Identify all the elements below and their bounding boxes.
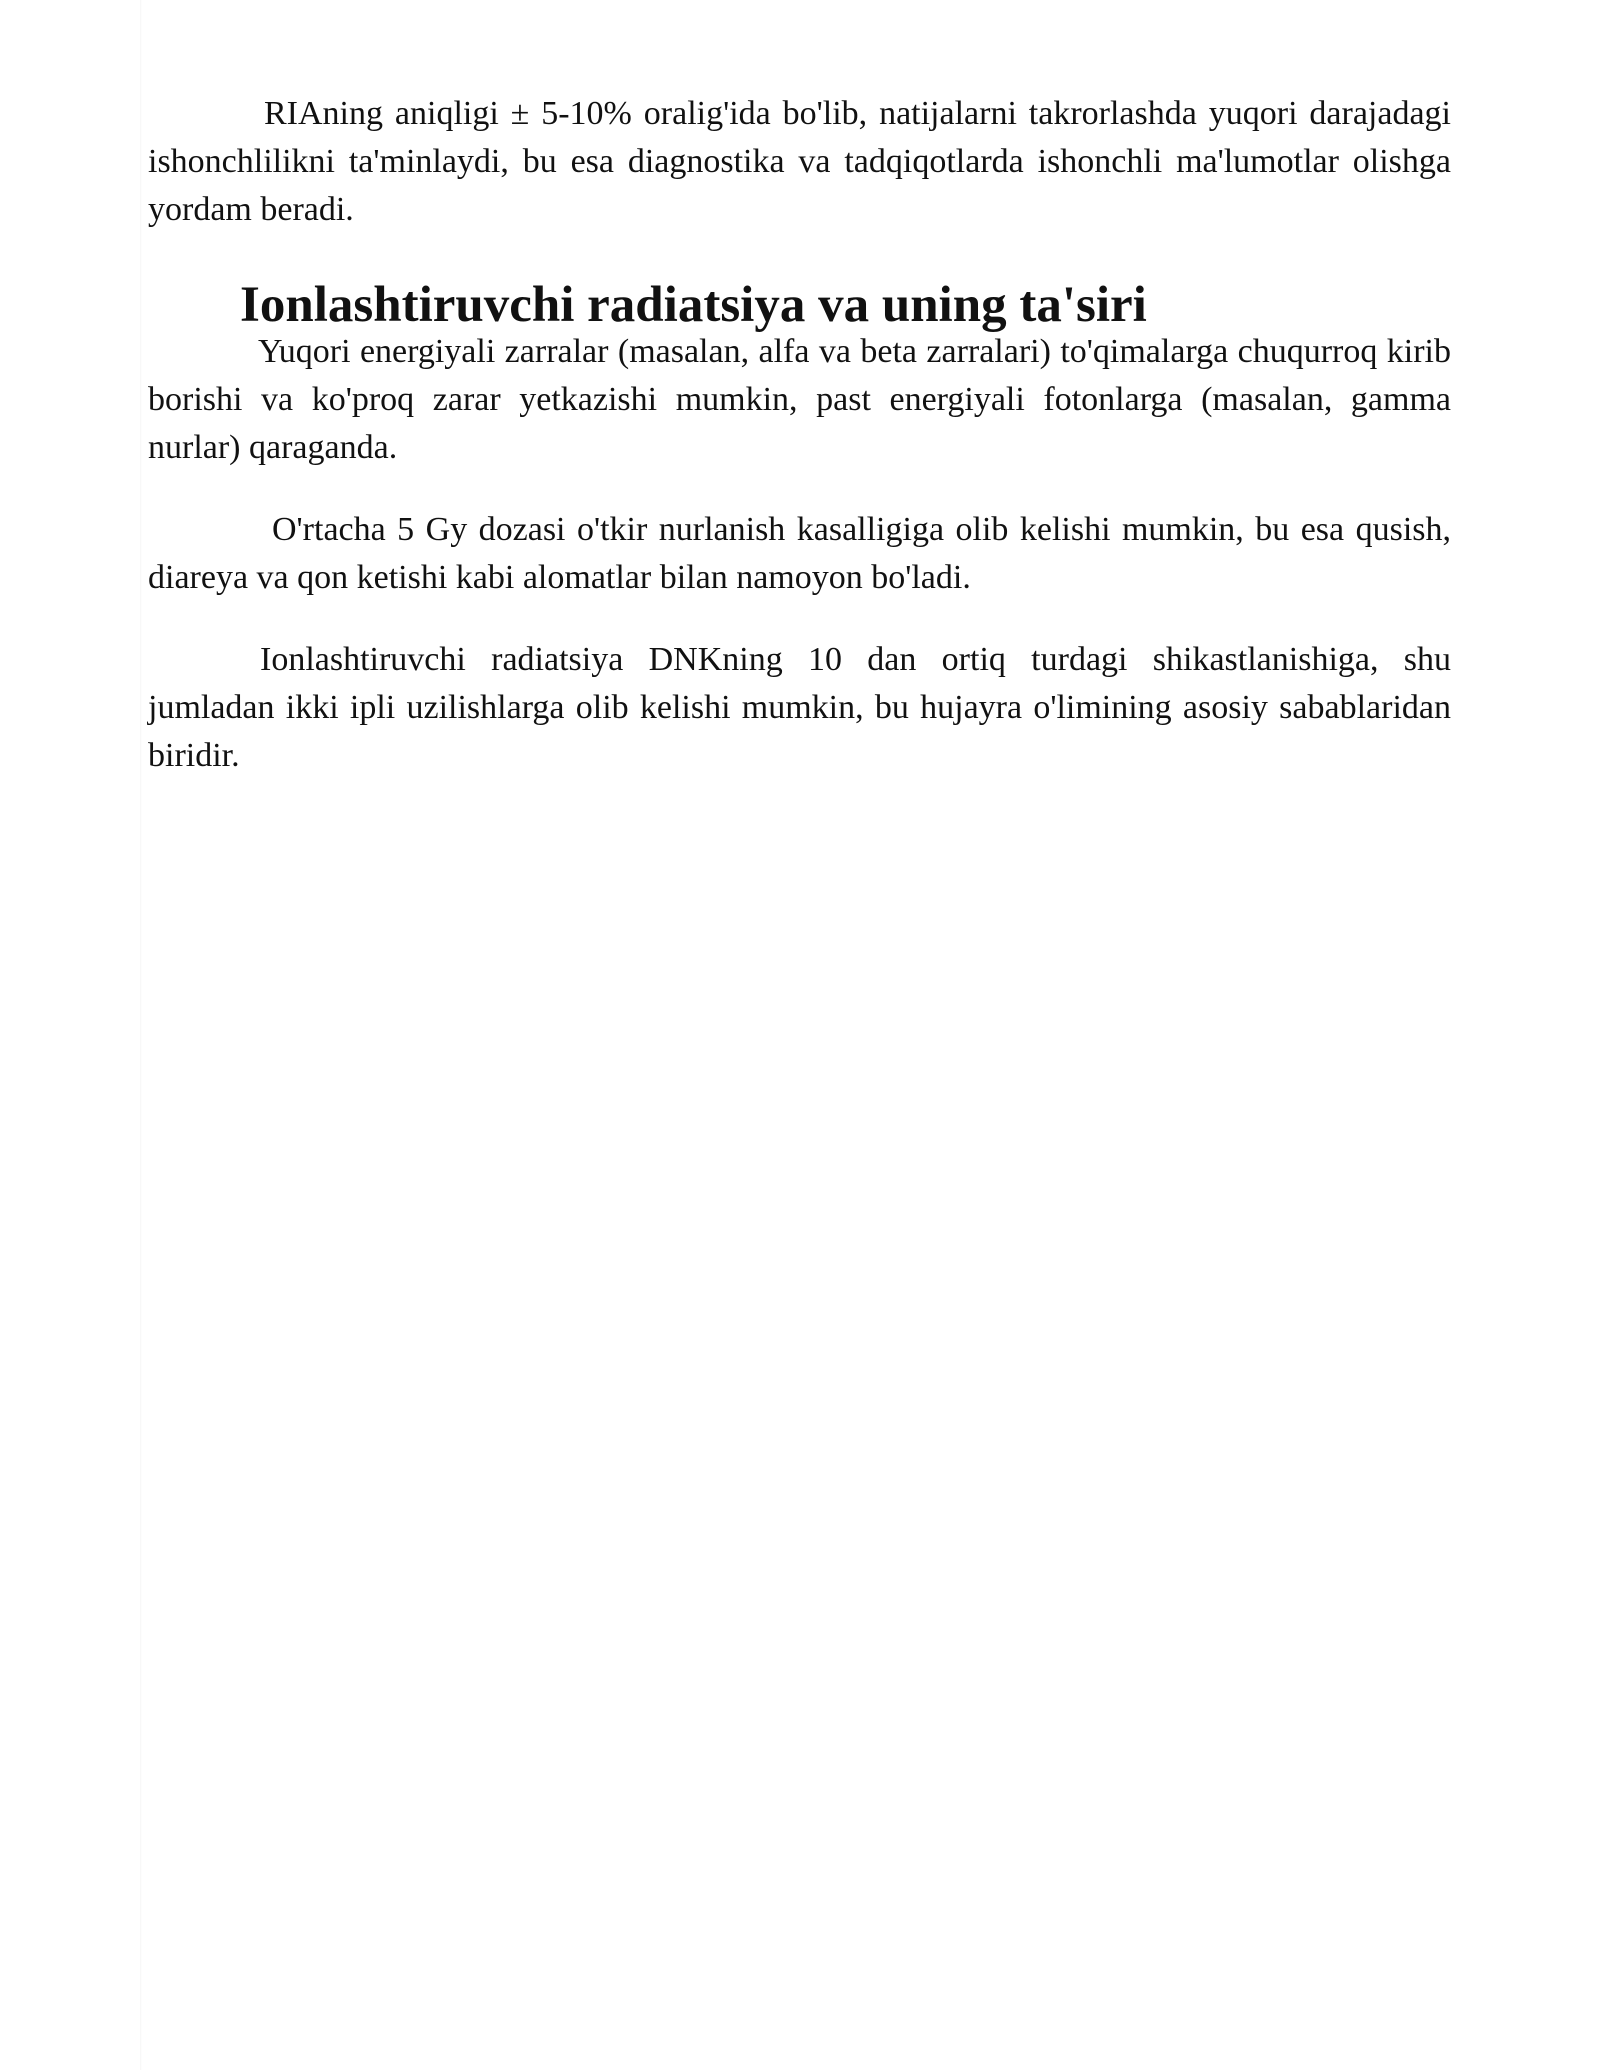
- page-left-edge: [140, 0, 142, 2070]
- paragraph-high-energy-particles: Yuqori energiyali zarralar (masalan, alfa va beta zarralari) to'qimalarga chuqurroq kirib borishi va ko'proq zarar yetkazishi mumkin, past energiyali fotonlarga (masalan, gamma nurlar) qaraganda.: [148, 333, 1451, 466]
- paragraph-ria-accuracy: RIAning aniqligi ± 5-10% oralig'ida bo'lib, natijalarni takrorlashda yuqori darajadagi ishonchlilikni ta'minlaydi, bu esa diagnostika va tadqiqotlarda ishonchli ma'lumotlar olishga yordam beradi.: [148, 95, 1451, 228]
- section-heading: Ionlashtiruvchi radiatsiya va uning ta'siri: [240, 277, 1147, 333]
- paragraph-dna-damage: Ionlashtiruvchi radiatsiya DNKning 10 dan ortiq turdagi shikastlanishiga, shu jumladan ikki ipli uzilishlarga olib kelishi mumkin, bu hujayra o'limining asosiy sabablaridan biridir.: [148, 641, 1451, 774]
- document-body: [148, 90, 1451, 780]
- paragraph-radiation-dose: O'rtacha 5 Gy dozasi o'tkir nurlanish kasalligiga olib kelishi mumkin, bu esa qusish, diareya va qon ketishi kabi alomatlar bilan namoyon bo'ladi.: [148, 511, 1451, 596]
